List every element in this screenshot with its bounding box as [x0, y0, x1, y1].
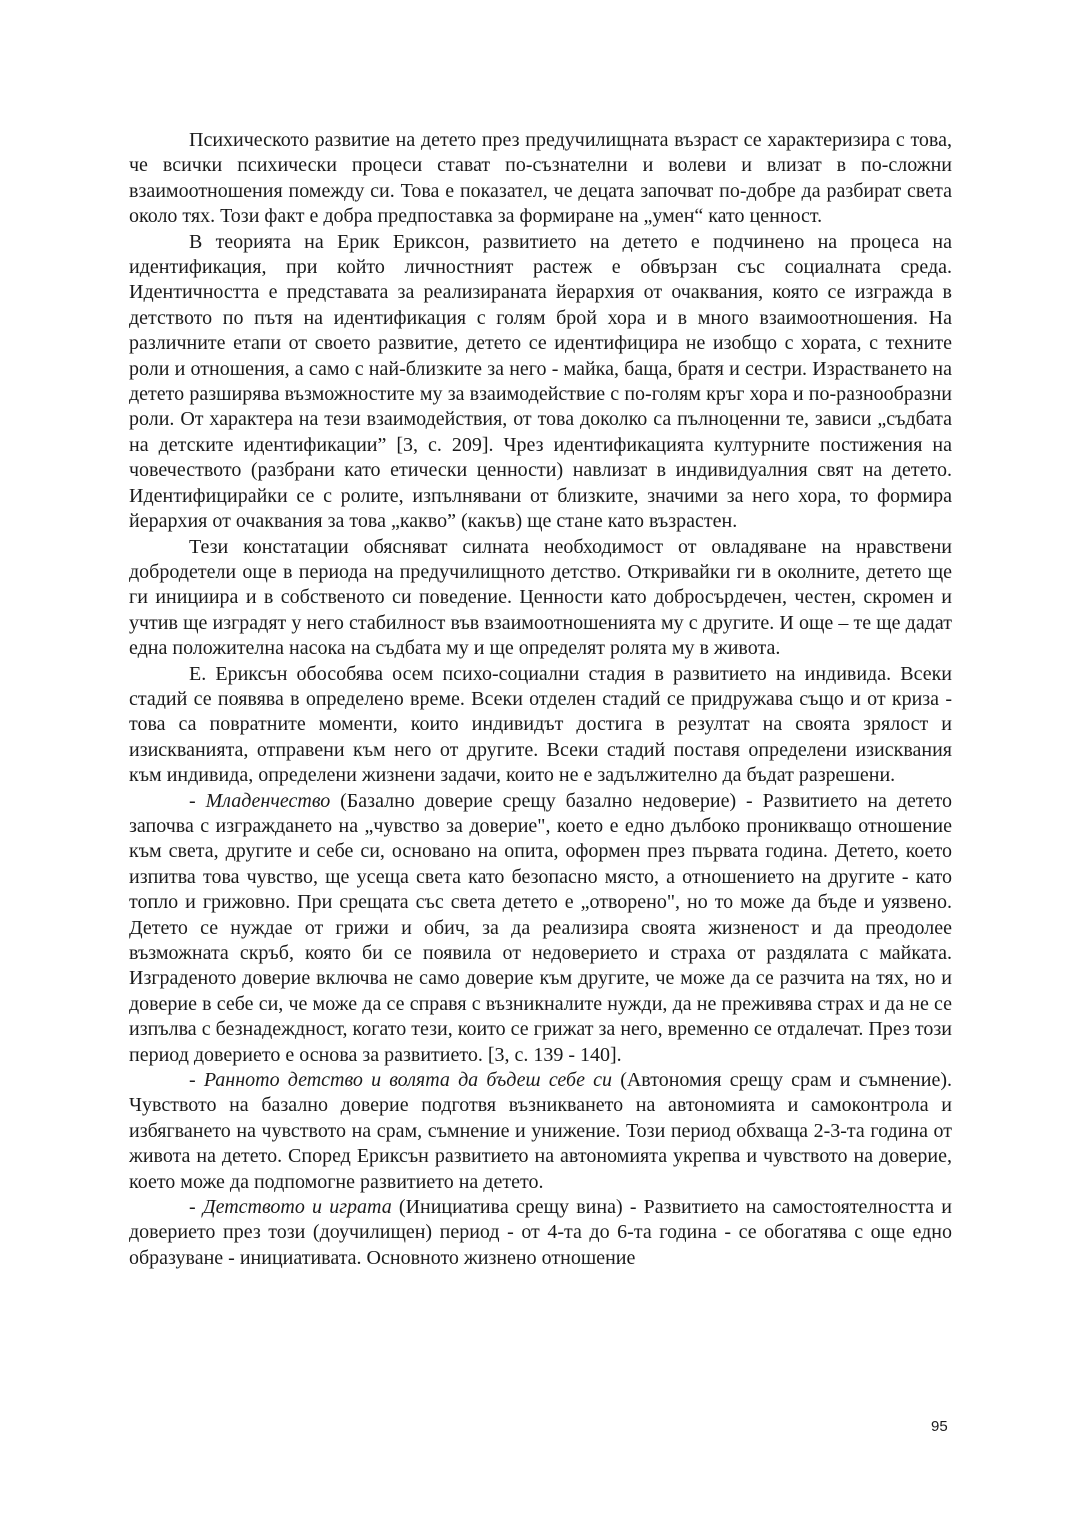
paragraph-4-text: Е. Ериксън обособява осем психо-социални стадия в развитието на индивида. Всеки стадий се появява в определено време. Всеки отделен стадий се придружава също и от криза - това са повратните моменти, които индивидът достига в резултат на своята зрялост и изискванията, отправени към него от другите. Всеки стадий поставя определени изисквания към индивида, определени жизнени задачи, които не е задължително да бъдат разрешени. — [129, 662, 952, 787]
paragraph-infancy-prefix: - — [189, 789, 206, 812]
paragraph-play-age-prefix: - — [189, 1196, 203, 1219]
paragraph-early-childhood-term: Ранното детство и волята да бъдеш себе си — [203, 1069, 613, 1092]
paragraph-3-text: Тези констатации обясняват силната необходимост от овладяване на нравствени добродетели още в периода на предучилищното детство. Откривайки ги в околните, детето ще ги инициира и в собственото си поведение. Ценности като добросърдечен, честен, скромен и учтив ще изградят у него стабилност във взаимоотношенията му с другите. И още – те ще дадат една положителна насока на съдбата му и ще определят ролята му в живота. — [129, 535, 952, 660]
paragraph-play-age-term: Детството и играта — [202, 1196, 392, 1219]
paragraph-3 — [129, 535, 952, 662]
page-number: 95 — [931, 1418, 948, 1435]
page-body — [129, 128, 952, 1271]
paragraph-play-age-text: (Инициатива срещу вина) - Развитието на самостоятелността и доверието през този (доучилищен) период - от 4-та до 6-та година - се обогатява с още едно образуване - инициативата. Основното жизнено отношение — [129, 1196, 952, 1269]
paragraph-play-age — [129, 1195, 952, 1271]
paragraph-2 — [129, 230, 952, 535]
paragraph-infancy — [129, 789, 952, 1068]
paragraph-early-childhood — [129, 1068, 952, 1195]
paragraph-1-text: Психическото развитие на детето през предучилищната възраст се характеризира с това, че всички психически процеси стават по-съзнателни и волеви и влизат в по-сложни взаимоотношения помежду си. Това е показател, че децата започват по-добре да разбират света около тях. Този факт е добра предпоставка за формиране на „умен“ като ценност. — [129, 129, 952, 228]
paragraph-early-childhood-prefix: - — [189, 1069, 204, 1092]
paragraph-infancy-text: (Базално доверие срещу базално недоверие) - Развитието на детето започва с изграждането на „чувство за доверие", което е едно дълбоко проникващо отношение към света, другите и себе си, основано на опита, оформен през първата година. Детето, което изпитва това чувство, ще усеща света като безопасно място, а отношението на другите - като топло и грижовно. При срещата със света детето е „отворено", но то може да бъде и уязвено. Детето се нуждае от грижи и обич, за да реализира своята жизненост и да преодолее възможната скръб, която би се появила от недоверието и страха от раздялата с майката. Изграденото доверие включва не само доверие към другите, че може да се разчита на тях, но и доверие в себе си, че може да се справя с възникналите нужди, да не преживява страх и да не се изпълва с безнадеждност, когато тези, които се грижат за него, временно се отдалечат. През този период доверието е основа за развитието. [3, с. 139 - 140]. — [129, 789, 952, 1066]
paragraph-2-text: В теорията на Ерик Ериксон, развитието на детето е подчинено на процеса на идентификация, при който личностният растеж е обвързан със социалната среда. Идентичността е представата за реализираната йерархия от очаквания, която се изгражда в детството по пътя на идентификация с голям брой хора и в много взаимоотношения. На различните етапи от своето развитие, детето се идентифицира не изобщо с хората, с техните роли и отношения, а само с най-близките за него - майка, баща, братя и сестри. Израстването на детето разширява възможностите му за взаимодействие с по-голям кръг хора и по-разнообразни роли. От характера на тези взаимодействия, от това доколко са пълноценни те, зависи „съдбата на детските идентификации” [3, с. 209]. Чрез идентификацията културните постижения на човечеството (разбрани като етически ценности) навлизат в индивидуалния свят на детето. Идентифицирайки се с ролите, изпълнявани от близките, значими за него хора, то формира йерархия от очаквания за това „какво” (какъв) ще стане като възрастен. — [129, 230, 952, 533]
paragraph-4 — [129, 662, 952, 789]
paragraph-infancy-term: Младенчество — [205, 789, 331, 812]
paragraph-early-childhood-text: (Автономия срещу срам и съмнение). Чувството на базално доверие подготвя възникването на автономията и самоконтрола и избягването на чувството на срам, съмнение и унижение. Този период обхваща 2-3-та година от живота на детето. Според Ериксън развитието на автономията укрепва и чувството на доверие, което може да подпомогне развитието на детето. — [129, 1069, 952, 1193]
paragraph-1 — [129, 128, 952, 230]
